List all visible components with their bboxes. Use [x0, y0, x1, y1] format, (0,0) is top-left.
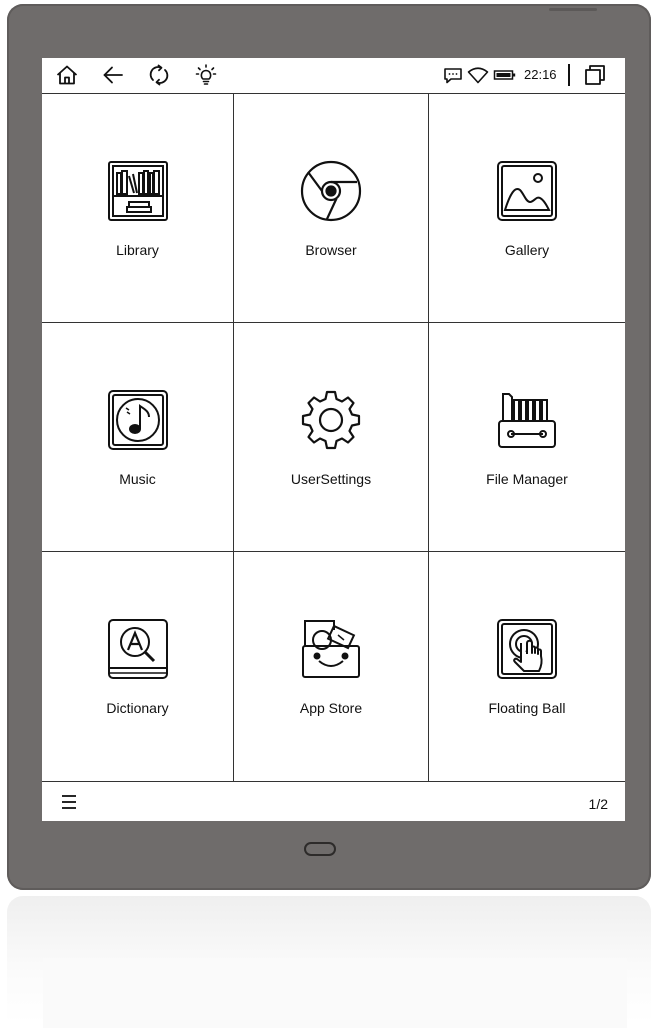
- bottom-bar: [42, 782, 625, 821]
- wifi-icon[interactable]: [466, 63, 490, 87]
- app-label: Dictionary: [106, 700, 169, 716]
- app-grid: [42, 94, 625, 782]
- app-label: Gallery: [504, 242, 550, 258]
- device-reflection: [7, 896, 651, 1024]
- status-bar: [42, 58, 625, 94]
- floating-ball-icon: [496, 618, 558, 680]
- file-manager-icon: [496, 389, 558, 451]
- app-tile-browser[interactable]: [234, 94, 429, 323]
- home-icon[interactable]: [55, 63, 79, 87]
- multitask-icon[interactable]: [583, 63, 607, 87]
- browser-icon: [300, 160, 362, 222]
- app-label: App Store: [299, 700, 363, 716]
- screen: [42, 58, 625, 821]
- app-tile-dictionary[interactable]: [42, 552, 234, 782]
- app-label: UserSettings: [290, 471, 372, 487]
- app-label: Floating Ball: [488, 700, 566, 716]
- app-tile-file-manager[interactable]: [429, 323, 625, 552]
- battery-icon: [493, 63, 517, 87]
- library-icon: [107, 160, 169, 222]
- app-label: File Manager: [486, 471, 568, 487]
- power-button[interactable]: [549, 8, 597, 11]
- back-icon[interactable]: [101, 63, 125, 87]
- menu-icon[interactable]: [60, 794, 78, 810]
- reflection-screen: [43, 958, 627, 1028]
- message-icon[interactable]: [441, 63, 465, 87]
- app-store-icon: [300, 618, 362, 680]
- status-time: 22:16: [524, 67, 557, 82]
- app-tile-floating-ball[interactable]: [429, 552, 625, 782]
- frontlight-icon[interactable]: [194, 63, 218, 87]
- app-label: Music: [119, 471, 156, 487]
- status-divider: [568, 64, 570, 86]
- app-tile-gallery[interactable]: [429, 94, 625, 323]
- settings-gear-icon: [300, 389, 362, 451]
- app-tile-usersettings[interactable]: [234, 323, 429, 552]
- refresh-icon[interactable]: [147, 63, 171, 87]
- app-tile-library[interactable]: [42, 94, 234, 323]
- app-label: Browser: [305, 242, 357, 258]
- dictionary-icon: [107, 618, 169, 680]
- music-icon: [107, 389, 169, 451]
- page-indicator: 1/2: [588, 796, 608, 812]
- app-tile-music[interactable]: [42, 323, 234, 552]
- app-tile-app-store[interactable]: [234, 552, 429, 782]
- home-button[interactable]: [304, 842, 336, 856]
- gallery-icon: [496, 160, 558, 222]
- app-label: Library: [116, 242, 159, 258]
